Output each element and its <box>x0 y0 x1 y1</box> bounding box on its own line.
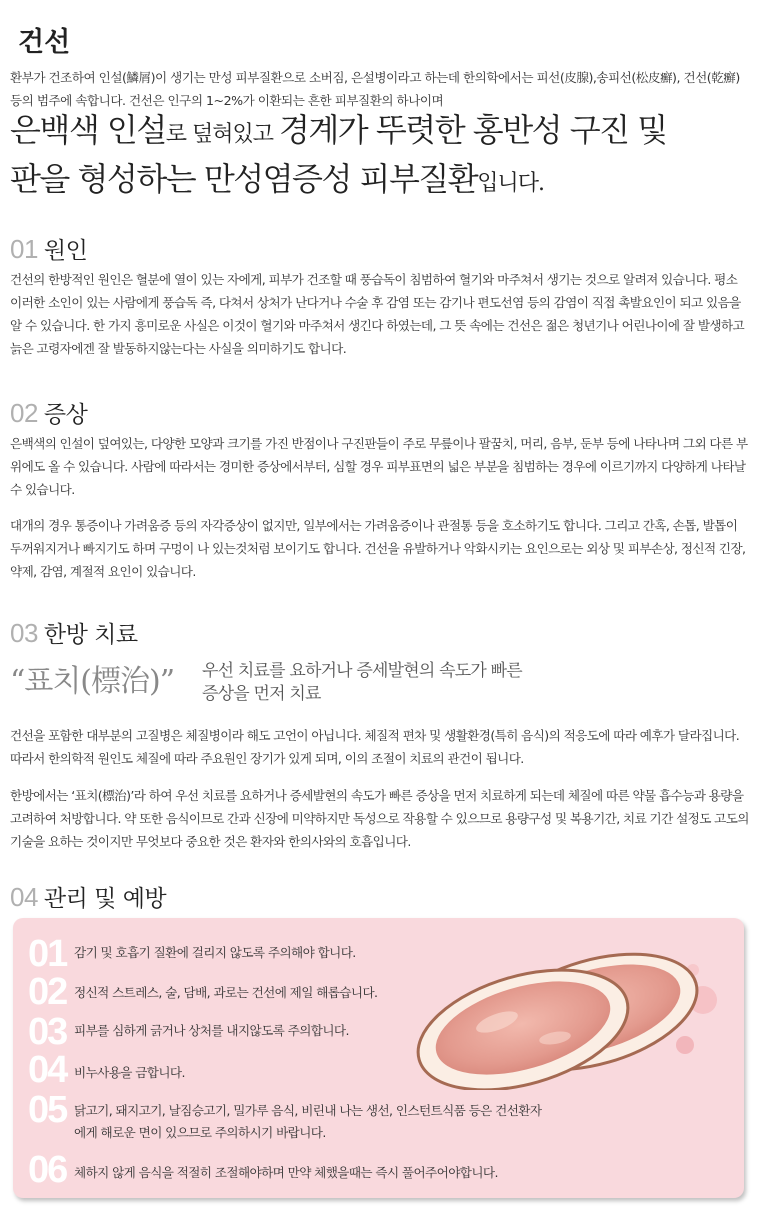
treatment-quote: “표치(標治)” <box>10 664 175 699</box>
section-label: 원인 <box>43 238 88 264</box>
item-text: 체하지 않게 음식을 적절히 조절해야하며 만약 체했을때는 즉시 풀어주어야합니다. <box>74 1165 498 1180</box>
treatment-paragraph-2: 한방에서는 ‘표치(標治)’라 하여 우선 치료를 요하거나 증세발현의 속도가 빠른 증상을 먼저 치료하게 되는데 체질에 따른 약물 흡수능과 용량을 고려하여 처방합니다. 약 또한 음식이므로 간과 신장에 미약하지만 독성으로 작용할 수 있으므로 용량구성 및 복용기간, 치료 기간 설정도 고도의 기술을 요하는 것이지만 무엇보다 중요한 것은 환자와 한의사와의 호흡입니다. <box>10 788 749 849</box>
section-label: 증상 <box>43 402 88 428</box>
item-number: 06 <box>28 1149 67 1191</box>
section-title-symptoms <box>10 396 87 429</box>
item-text: 정신적 스트레스, 술, 담배, 과로는 건선에 제일 해롭습니다. <box>74 985 378 1000</box>
item-number: 03 <box>28 1011 67 1053</box>
section-number: 04 <box>10 882 38 912</box>
cause-paragraph: 건선의 한방적인 원인은 혈분에 열이 있는 자에게, 피부가 건조할 때 풍습독이 침범하여 혈기와 마주쳐서 생기는 것으로 알려져 있습니다. 평소 이러한 소인이 있는 사람에게 풍습독 즉, 다쳐서 상처가 난다거나 수술 후 감염 또는 감기나 편도선염 등의 감염이 직접 촉발요인이 되고 있음을 알 수 있습니다. 한 가지 흥미로운 사실은 이것이 혈기와 마주쳐서 생긴다 하였는데, 그 뜻 속에는 건선은 젊은 청년기나 어린나이에 잘 발생하고 늙은 고령자에겐 잘 발동하지않는다는 사실을 의미하기도 합니다. <box>10 272 745 356</box>
item-text: 피부를 심하게 긁거나 상처를 내지않도록 주의합니다. <box>74 1023 349 1038</box>
section-title-cause <box>10 232 87 265</box>
page-title: 건선 <box>18 27 71 58</box>
section-number: 03 <box>10 618 38 648</box>
section-number: 02 <box>10 398 38 428</box>
section-title-prevention <box>10 880 166 913</box>
headline-part-2: 로 덮혀있고 <box>165 122 279 147</box>
section-label: 한방 치료 <box>43 622 138 648</box>
headline-part-3: 경계가 뚜렷한 홍반성 구진 및 <box>278 111 667 149</box>
item-number: 04 <box>28 1049 67 1091</box>
headline <box>10 108 755 206</box>
item-number: 02 <box>28 971 67 1013</box>
item-number: 05 <box>28 1089 67 1131</box>
symptoms-paragraph-2: 대개의 경우 통증이나 가려움증 등의 자각증상이 없지만, 일부에서는 가려움증이나 관절통 등을 호소하기도 합니다. 그리고 간혹, 손톱, 발톱이 두꺼워지거나 빠지기도 하며 구멍이 나 있는것처럼 보이기도 합니다. 건선을 유발하거나 악화시키는 요인으로는 외상 및 피부손상, 정신적 긴장, 약제, 감염, 계절적 요인이 있습니다. <box>10 518 746 579</box>
item-text: 비누사용을 금합니다. <box>74 1065 185 1080</box>
headline-part-1: 은백색 인설 <box>10 111 166 149</box>
treatment-quote-description: 우선 치료를 요하거나 증세발현의 속도가 빠른 증상을 먼저 치료 <box>202 661 522 704</box>
item-number: 01 <box>28 933 67 975</box>
intro-text: 환부가 건조하여 인설(鱗屑)이 생기는 만성 피부질환으로 소버짐, 은설병이라고 하는데 한의학에서는 피선(皮腺),송피선(松皮癬), 건선(乾癬) 등의 범주에 속합니다. 건선은 인구의 1~2%가 이환되는 흔한 피부질환의 하나이며 <box>10 70 740 108</box>
section-title-treatment <box>10 616 138 649</box>
item-text: 닭고기, 돼지고기, 날짐승고기, 밀가루 음식, 비린내 나는 생선, 인스턴트식품 등은 건선환자에게 해로운 면이 있으므로 주의하시기 바랍니다. <box>74 1103 542 1140</box>
treatment-paragraph-1: 건선을 포함한 대부분의 고질병은 체질병이라 해도 고언이 아닙니다. 체질적 편차 및 생활환경(특히 음식)의 적응도에 따라 예후가 달라집니다. 따라서 한의학적 원인도 체질에 따라 주요원인 장기가 있게 되며, 이의 조절이 치료의 관건이 됩니다. <box>10 728 740 766</box>
section-label: 관리 및 예방 <box>43 886 167 912</box>
item-text: 감기 및 호흡기 질환에 걸리지 않도록 주의해야 합니다. <box>74 945 356 960</box>
headline-part-5: 입니다. <box>477 171 544 196</box>
section-number: 01 <box>10 234 38 264</box>
headline-part-4: 판을 형성하는 만성염증성 피부질환 <box>10 160 478 198</box>
symptoms-paragraph-1: 은백색의 인설이 덮여있는, 다양한 모양과 크기를 가진 반점이나 구진판들이 주로 무릎이나 팔꿈치, 머리, 음부, 둔부 등에 나타나며 그외 다른 부위에도 올 수 있습니다. 사람에 따라서는 경미한 증상에서부터, 심할 경우 피부표면의 넓은 부분을 침범하는 경우에 이르기까지 다양하게 나타날 수 있습니다. <box>10 436 748 497</box>
